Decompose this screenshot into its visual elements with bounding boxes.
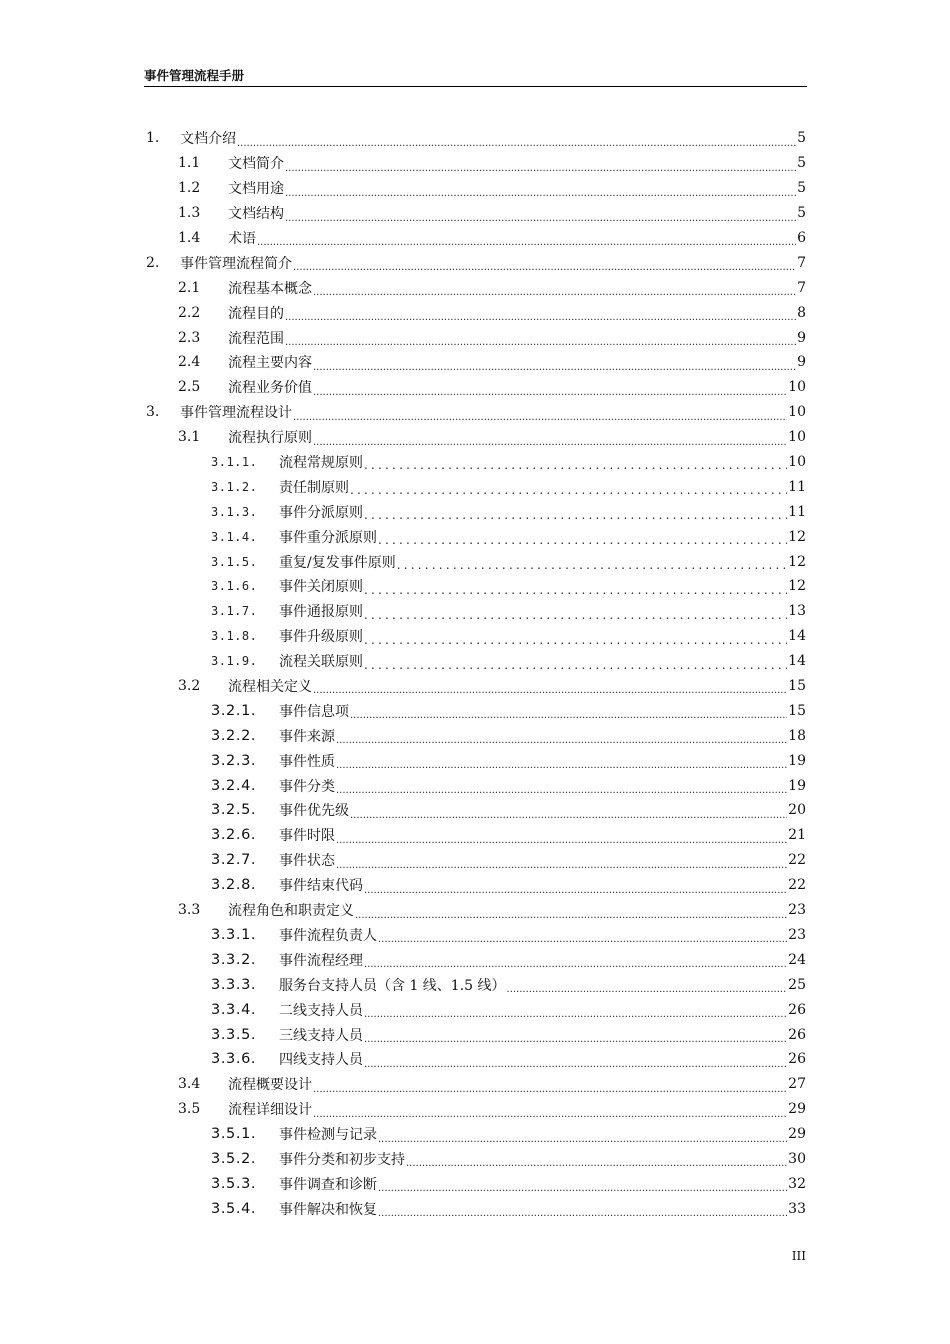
toc-entry-number: 3.1.5. (211, 554, 258, 569)
toc-entry-page: 29 (788, 1126, 806, 1143)
toc-entry-page: 10 (788, 454, 806, 471)
toc-entry-number: 3.5.1. (211, 1126, 257, 1143)
toc-entry-title: 事件流程经理 (279, 952, 363, 969)
toc-dot-leader (336, 855, 787, 873)
toc-entry[interactable] (0, 723, 950, 748)
toc-entry[interactable] (0, 425, 950, 450)
toc-entry-page: 10 (788, 379, 806, 396)
toc-entry[interactable] (0, 947, 950, 972)
toc-dot-leader (313, 357, 796, 375)
toc-entry[interactable] (0, 748, 950, 773)
toc-entry-page: 29 (788, 1101, 806, 1118)
toc-dot-leader (285, 183, 796, 201)
toc-entry-page: 15 (788, 678, 806, 695)
toc-entry-page: 20 (788, 802, 806, 819)
toc-entry-page: 25 (788, 976, 806, 993)
toc-dot-leader (257, 232, 796, 250)
toc-entry[interactable] (0, 1147, 950, 1172)
toc-entry-number: 3.5.3. (211, 1175, 257, 1192)
toc-dot-leader (313, 1079, 787, 1097)
toc-entry-number: 3.2.5. (211, 802, 257, 819)
toc-entry-number: 2.2 (178, 304, 201, 321)
toc-entry-number: 3.2 (178, 678, 201, 695)
toc-entry[interactable] (0, 250, 950, 275)
toc-entry-page: 12 (788, 528, 806, 545)
toc-entry[interactable] (0, 798, 950, 823)
toc-entry[interactable] (0, 350, 950, 375)
page-header (144, 66, 807, 87)
toc-entry-title: 流程角色和职责定义 (228, 903, 354, 920)
toc-entry-number: 3.1 (178, 429, 201, 446)
toc-entry[interactable] (0, 524, 950, 549)
toc-entry-title: 三线支持人员 (279, 1027, 363, 1044)
toc-dot-leader (313, 282, 796, 300)
toc-entry-number: 3.1.6. (211, 579, 258, 594)
toc-entry-title: 服务台支持人员（含 1 线、1.5 线） (279, 977, 506, 994)
toc-entry-page: 19 (788, 777, 806, 794)
toc-entry-number: 1.4 (178, 230, 201, 246)
toc-entry[interactable] (0, 873, 950, 898)
toc-entry[interactable] (0, 1196, 950, 1221)
toc-entry-title: 事件管理流程简介 (180, 255, 292, 272)
toc-entry[interactable] (0, 226, 950, 251)
toc-entry-title: 事件升级原则 (279, 629, 363, 646)
toc-entry-title: 事件通报原则 (279, 604, 363, 621)
toc-entry-title: 流程相关定义 (228, 679, 312, 696)
toc-dot-leader (378, 1129, 787, 1147)
toc-entry-title: 四线支持人员 (279, 1052, 363, 1069)
toc-entry[interactable] (0, 1072, 950, 1097)
toc-entry-title: 事件优先级 (279, 803, 349, 820)
toc-dot-leader (364, 632, 787, 649)
table-of-contents (0, 126, 950, 1221)
toc-entry[interactable] (0, 275, 950, 300)
toc-dot-leader (285, 332, 796, 350)
toc-entry[interactable] (0, 499, 950, 524)
toc-dot-leader (336, 830, 787, 848)
toc-dot-leader (378, 532, 787, 549)
toc-entry-number: 3.2.6. (211, 827, 257, 844)
toc-dot-leader (364, 1029, 787, 1047)
toc-entry-page: 23 (788, 902, 806, 919)
toc-dot-leader (397, 557, 787, 574)
toc-entry[interactable] (0, 923, 950, 948)
toc-entry[interactable] (0, 474, 950, 499)
toc-entry-page: 21 (788, 827, 806, 844)
toc-entry-number: 3.3.3. (211, 976, 257, 993)
toc-entry-page: 22 (788, 852, 806, 869)
toc-entry-number: 1.2 (178, 180, 201, 197)
toc-entry-number: 3.2.8. (211, 877, 257, 894)
toc-entry-page: 14 (788, 653, 806, 670)
toc-entry-page: 15 (788, 702, 806, 719)
toc-entry-title: 文档结构 (228, 206, 284, 223)
toc-entry-page: 33 (788, 1200, 806, 1217)
toc-dot-leader (364, 1004, 787, 1022)
toc-entry-number: 3.1.2. (211, 479, 258, 494)
toc-entry[interactable] (0, 375, 950, 400)
toc-dot-leader (364, 607, 787, 624)
toc-dot-leader (364, 1054, 787, 1072)
toc-entry[interactable] (0, 624, 950, 649)
toc-entry[interactable] (0, 450, 950, 475)
toc-entry[interactable] (0, 773, 950, 798)
toc-entry-number: 2.1 (178, 279, 201, 296)
toc-entry[interactable] (0, 698, 950, 723)
toc-entry-page: 24 (788, 951, 806, 968)
toc-entry-number: 3.3.5. (211, 1026, 257, 1043)
toc-entry-title: 责任制原则 (279, 479, 349, 496)
toc-entry-number: 2.3 (178, 329, 201, 346)
toc-entry-title: 事件解决和恢复 (279, 1201, 377, 1218)
toc-entry-number: 3.1.9. (211, 654, 258, 669)
toc-entry[interactable] (0, 1171, 950, 1196)
toc-entry-number: 3.1.4. (211, 529, 258, 544)
toc-dot-leader (285, 158, 796, 176)
toc-entry-number: 3.1.3. (211, 504, 258, 519)
toc-entry-number: 1. (146, 130, 160, 147)
toc-dot-leader (364, 954, 787, 972)
toc-entry-page: 5 (797, 155, 806, 172)
toc-entry-page: 26 (788, 1001, 806, 1018)
toc-dot-leader (378, 1178, 787, 1196)
toc-entry-title: 流程业务价值 (228, 380, 312, 397)
toc-entry-title: 流程概要设计 (228, 1077, 312, 1094)
toc-entry-number: 1.3 (178, 205, 201, 222)
toc-dot-leader (285, 208, 796, 226)
toc-entry-title: 事件信息项 (279, 703, 349, 720)
toc-entry-title: 重复/复发事件原则 (279, 554, 396, 571)
toc-entry[interactable] (0, 599, 950, 624)
toc-dot-leader (336, 730, 787, 748)
toc-entry-title: 事件重分派原则 (279, 529, 377, 546)
toc-entry[interactable] (0, 201, 950, 226)
toc-dot-leader (350, 705, 787, 723)
toc-entry-page: 12 (788, 553, 806, 570)
toc-entry-title: 事件分派原则 (279, 504, 363, 521)
toc-entry-title: 事件关闭原则 (279, 579, 363, 596)
toc-entry[interactable] (0, 549, 950, 574)
toc-entry[interactable] (0, 1122, 950, 1147)
toc-entry-number: 3.3.4. (211, 1001, 257, 1018)
toc-entry[interactable] (0, 325, 950, 350)
toc-entry-page: 12 (788, 578, 806, 595)
toc-entry-page: 5 (797, 180, 806, 197)
toc-dot-leader (378, 929, 787, 947)
toc-dot-leader (364, 657, 787, 674)
toc-entry[interactable] (0, 674, 950, 699)
toc-entry-number: 3.2.4. (211, 777, 257, 794)
toc-entry-page: 27 (788, 1076, 806, 1093)
toc-entry-number: 2.4 (178, 354, 201, 371)
toc-entry[interactable] (0, 176, 950, 201)
toc-dot-leader (350, 805, 787, 823)
toc-dot-leader (350, 482, 787, 499)
toc-entry-page: 11 (788, 503, 806, 520)
toc-dot-leader (293, 407, 787, 425)
toc-entry-page: 10 (788, 404, 806, 421)
toc-entry-page: 9 (797, 329, 806, 346)
toc-dot-leader (237, 133, 796, 151)
toc-entry-title: 事件结束代码 (279, 878, 363, 895)
toc-entry-page: 5 (797, 205, 806, 222)
toc-entry-title: 事件检测与记录 (279, 1127, 377, 1144)
toc-entry[interactable] (0, 300, 950, 325)
toc-entry-title: 事件管理流程设计 (180, 405, 292, 422)
toc-entry-page: 22 (788, 877, 806, 894)
toc-entry-page: 30 (788, 1150, 806, 1167)
toc-entry-title: 事件分类 (279, 778, 335, 795)
toc-entry-title: 文档用途 (228, 181, 284, 198)
toc-entry-number: 3. (146, 404, 160, 421)
toc-entry-title: 术语 (228, 231, 256, 247)
toc-dot-leader (336, 755, 787, 773)
toc-entry-number: 3.2.7. (211, 852, 257, 869)
toc-entry-number: 3.3.2. (211, 951, 257, 968)
toc-entry-title: 流程基本概念 (228, 280, 312, 297)
toc-dot-leader (313, 680, 787, 698)
toc-entry-title: 事件调查和诊断 (279, 1176, 377, 1193)
toc-dot-leader (285, 307, 796, 325)
toc-entry-page: 6 (797, 230, 806, 246)
toc-entry-page: 19 (788, 752, 806, 769)
toc-dot-leader (313, 382, 787, 400)
toc-dot-leader (293, 257, 796, 275)
toc-entry[interactable] (0, 1022, 950, 1047)
toc-dot-leader (406, 1153, 787, 1171)
toc-entry-title: 事件性质 (279, 753, 335, 770)
toc-dot-leader (364, 457, 787, 474)
toc-dot-leader (364, 507, 787, 524)
footer-page-number: III (791, 1249, 806, 1263)
toc-entry-title: 流程执行原则 (228, 430, 312, 447)
toc-entry-title: 流程目的 (228, 305, 284, 322)
toc-entry[interactable] (0, 126, 950, 151)
toc-entry-title: 事件来源 (279, 728, 335, 745)
toc-entry-title: 流程主要内容 (228, 355, 312, 372)
toc-entry-page: 10 (788, 429, 806, 446)
toc-dot-leader (313, 432, 787, 450)
toc-dot-leader (507, 979, 788, 997)
header-title: 事件管理流程手册 (144, 68, 245, 83)
toc-entry-number: 3.3.1. (211, 926, 257, 943)
toc-entry-number: 3.2.2. (211, 727, 257, 744)
toc-entry-title: 事件流程负责人 (279, 927, 377, 944)
toc-entry-title: 流程详细设计 (228, 1102, 312, 1119)
toc-dot-leader (364, 582, 787, 599)
toc-dot-leader (313, 1104, 787, 1122)
toc-entry-number: 3.3.6. (211, 1051, 257, 1068)
toc-dot-leader (336, 780, 787, 798)
toc-entry-title: 事件时限 (279, 828, 335, 845)
toc-entry-number: 3.2.3. (211, 752, 257, 769)
toc-entry-title: 文档简介 (228, 156, 284, 173)
toc-entry-number: 2. (146, 254, 160, 271)
toc-entry[interactable] (0, 1047, 950, 1072)
toc-entry[interactable] (0, 997, 950, 1022)
toc-entry[interactable] (0, 574, 950, 599)
toc-entry[interactable] (0, 848, 950, 873)
toc-entry-title: 流程范围 (228, 330, 284, 347)
toc-entry-number: 3.1.7. (211, 604, 258, 619)
toc-entry-page: 7 (797, 254, 806, 271)
toc-entry-title: 流程关联原则 (279, 654, 363, 671)
toc-entry[interactable] (0, 649, 950, 674)
toc-entry-page: 26 (788, 1051, 806, 1068)
toc-entry-number: 1.1 (178, 155, 201, 172)
toc-entry-title: 文档介绍 (180, 131, 236, 148)
toc-dot-leader (355, 905, 787, 923)
toc-entry-number: 3.5.4. (211, 1200, 257, 1217)
toc-entry-number: 3.1.1. (211, 455, 258, 470)
toc-entry-number: 2.5 (178, 379, 201, 396)
toc-entry[interactable] (0, 400, 950, 425)
toc-entry-number: 3.5 (178, 1101, 201, 1118)
toc-entry-page: 8 (797, 304, 806, 321)
toc-entry-page: 13 (788, 603, 806, 620)
toc-entry[interactable] (0, 972, 950, 997)
toc-entry-page: 5 (797, 130, 806, 147)
toc-dot-leader (378, 1203, 787, 1221)
toc-entry-title: 二线支持人员 (279, 1002, 363, 1019)
toc-entry-page: 11 (788, 478, 806, 495)
toc-entry[interactable] (0, 1097, 950, 1122)
toc-entry-page: 7 (797, 279, 806, 296)
toc-entry-page: 32 (788, 1175, 806, 1192)
toc-entry-number: 3.1.8. (211, 629, 258, 644)
toc-entry-number: 3.2.1. (211, 702, 257, 719)
toc-dot-leader (364, 880, 787, 898)
toc-entry-title: 事件状态 (279, 853, 335, 870)
toc-entry[interactable] (0, 823, 950, 848)
toc-entry[interactable] (0, 898, 950, 923)
toc-entry-page: 14 (788, 628, 806, 645)
toc-entry-number: 3.5.2. (211, 1150, 257, 1167)
toc-entry-page: 9 (797, 354, 806, 371)
toc-entry-page: 26 (788, 1026, 806, 1043)
toc-entry-page: 23 (788, 926, 806, 943)
toc-entry-title: 流程常规原则 (279, 455, 363, 472)
toc-entry-page: 18 (788, 727, 806, 744)
toc-entry-number: 3.3 (178, 902, 201, 919)
toc-entry-title: 事件分类和初步支持 (279, 1151, 405, 1168)
toc-entry-number: 3.4 (178, 1076, 201, 1093)
toc-entry[interactable] (0, 151, 950, 176)
